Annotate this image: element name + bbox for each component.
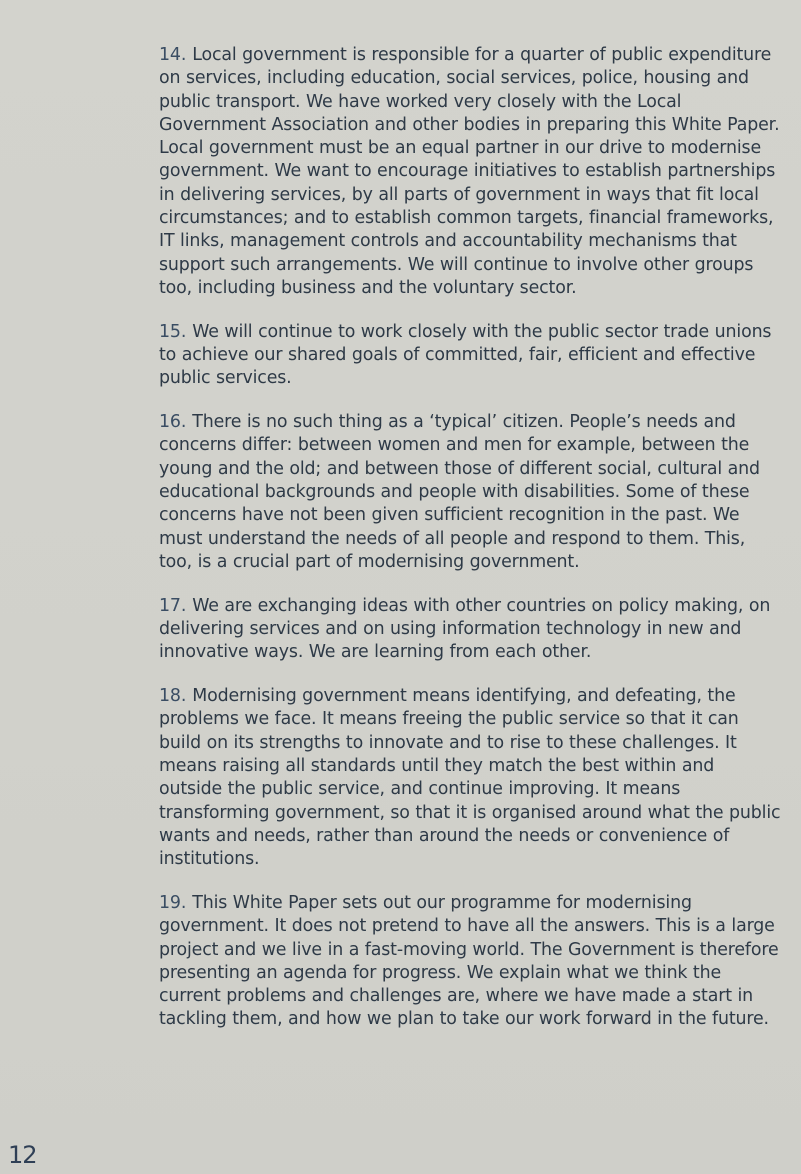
paragraph-19 <box>159 892 781 1032</box>
paragraph-text: Local government is responsible for a quarter of public expenditure on services, including education, social services, police, housing and public transport. We have worked very closely with the Local Government Association and other bodies in preparing this White Paper. Local government must be an equal partner in our drive to modernise government. We want to encourage initiatives to establish partnerships in delivering services, by all parts of government in ways that fit local circumstances; and to establish common targets, financial frameworks, IT links, management controls and accountability mechanisms that support such arrangements. We will continue to involve other groups too, including business and the voluntary sector. <box>159 45 780 298</box>
paragraph-number: 15. <box>159 321 187 342</box>
paragraph-14 <box>159 44 781 300</box>
paragraph-text: Modernising government means identifying, and defeating, the problems we face. It means freeing the public service so that it can build on its strengths to innovate and to rise to these challenges. It means raising all standards until they match the best within and outside the public service, and continue improving. It means transforming government, so that it is organised around what the public wants and needs, rather than around the needs or convenience of institutions. <box>159 686 781 870</box>
paragraph-17 <box>159 595 781 665</box>
paragraph-number: 14. <box>159 45 187 65</box>
paragraph-text: We will continue to work closely with the public sector trade unions to achieve our shared goals of committed, fair, efficient and effective public services. <box>159 321 772 389</box>
paragraph-15 <box>159 321 781 391</box>
paragraph-number: 16. <box>159 412 187 433</box>
paragraph-18 <box>159 685 781 871</box>
paragraph-text: We are exchanging ideas with other countries on policy making, on delivering services and on using information technology in new and innovative ways. We are learning from each other. <box>159 595 771 663</box>
paragraph-text: There is no such thing as a ‘typical’ citizen. People’s needs and concerns differ: between women and men for example, between the young and the old; and between those of different social, cultural and educational backgrounds and people with disabilities. Some of these concerns have not been given sufficient recognition in the past. We must understand the needs of all people and respond to them. This, too, is a crucial part of modernising government. <box>159 412 760 572</box>
paragraph-number: 19. <box>159 893 187 913</box>
paragraph-16 <box>159 411 781 574</box>
paragraph-number: 17. <box>159 595 187 616</box>
body-text <box>159 44 781 1052</box>
page-number: 12 <box>8 1141 37 1169</box>
paragraph-text: This White Paper sets out our programme for modernising government. It does not pretend to have all the answers. This is a large project and we live in a fast-moving world. The Government is therefore presenting an agenda for progress. We explain what we think the current problems and challenges are, where we have made a start in tackling them, and how we plan to take our work forward in the future. <box>159 893 779 1030</box>
paragraph-number: 18. <box>159 686 187 707</box>
